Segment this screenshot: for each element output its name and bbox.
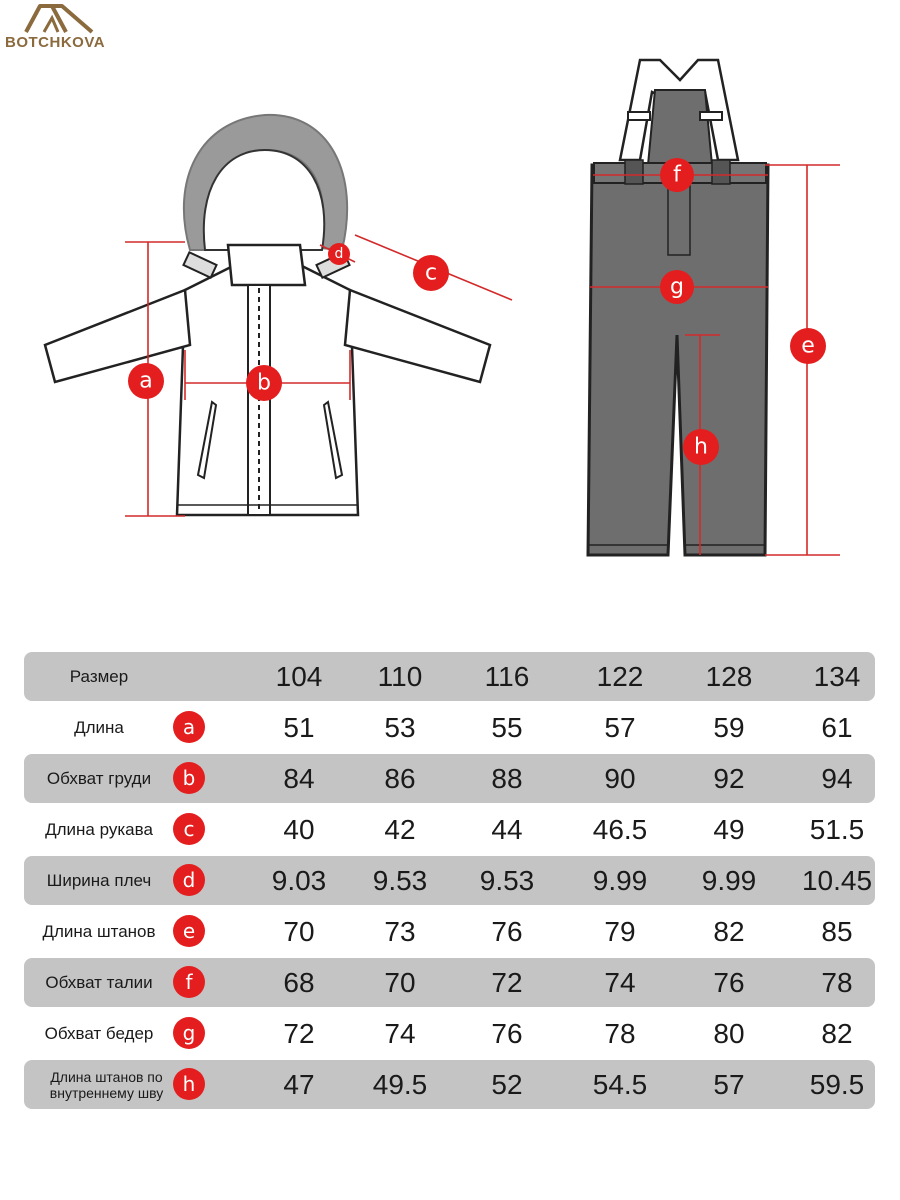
size-cell: 122 (596, 660, 644, 692)
size-table (24, 651, 875, 1110)
table-cell: 55 (491, 711, 523, 743)
table-cell: 74 (384, 1017, 416, 1049)
size-cell: 110 (377, 660, 423, 692)
table-row (24, 702, 875, 753)
table-cell: 90 (604, 762, 636, 794)
table-cell: 80 (713, 1017, 745, 1049)
row-label: Обхват груди (46, 769, 152, 788)
table-cell: 9.03 (271, 864, 327, 896)
marker-f (660, 158, 694, 192)
marker-d (328, 243, 350, 265)
marker-g (660, 270, 694, 304)
table-cell: 76 (491, 915, 523, 947)
table-row (24, 855, 875, 906)
svg-text:d: d (334, 246, 344, 262)
row-label: Длина рукава (45, 820, 153, 839)
table-cell: 9.53 (372, 864, 428, 896)
table-cell: 52 (491, 1068, 523, 1100)
row-label: Обхват бедер (44, 1024, 154, 1043)
marker-a (128, 363, 164, 399)
brand-name: BOTCHKOVA (5, 34, 106, 51)
size-cell: 104 (275, 660, 323, 692)
row-marker: d (173, 864, 205, 896)
table-cell: 74 (604, 966, 636, 998)
table-cell: 57 (604, 711, 636, 743)
svg-text:c: c (424, 260, 438, 286)
row-label: Длина штанов по внутреннему шву (49, 1068, 164, 1101)
table-cell: 82 (821, 1017, 853, 1049)
table-header-row (24, 651, 875, 702)
table-cell: 94 (821, 762, 853, 794)
pants-drawing (588, 60, 768, 555)
table-cell: 78 (821, 966, 853, 998)
table-cell: 9.99 (701, 864, 757, 896)
table-cell: 51.5 (809, 813, 865, 845)
row-marker: a (173, 711, 205, 743)
table-cell: 88 (491, 762, 523, 794)
size-cell: 116 (484, 660, 530, 692)
table-cell: 70 (283, 915, 315, 947)
table-cell: 72 (283, 1017, 315, 1049)
row-label: Длина (74, 718, 124, 737)
svg-text:g: g (670, 274, 684, 300)
table-cell: 92 (713, 762, 745, 794)
row-label: Длина штанов (42, 922, 156, 941)
table-row (24, 1059, 875, 1110)
table-cell: 82 (713, 915, 745, 947)
size-cell: 134 (813, 660, 861, 692)
marker-c (413, 255, 449, 291)
table-row (24, 1008, 875, 1059)
marker-b (246, 365, 282, 401)
table-row (24, 804, 875, 855)
table-cell: 44 (491, 813, 523, 845)
table-cell: 51 (283, 711, 315, 743)
table-cell: 68 (283, 966, 315, 998)
table-cell: 76 (491, 1017, 523, 1049)
row-label: Обхват талии (45, 973, 153, 992)
table-cell: 49.5 (372, 1068, 428, 1100)
svg-text:f: f (673, 162, 681, 188)
table-cell: 59.5 (809, 1068, 865, 1100)
table-cell: 70 (384, 966, 416, 998)
table-cell: 49 (713, 813, 745, 845)
table-body (24, 702, 875, 1110)
table-cell: 57 (713, 1068, 745, 1100)
table-cell: 85 (821, 915, 853, 947)
table-cell: 86 (384, 762, 416, 794)
marker-h (683, 429, 719, 465)
svg-text:b: b (257, 370, 271, 396)
table-cell: 73 (384, 915, 416, 947)
row-marker: b (173, 762, 205, 794)
row-label: Ширина плеч (46, 871, 152, 890)
marker-e (790, 328, 826, 364)
table-row (24, 957, 875, 1008)
table-cell: 42 (384, 813, 416, 845)
table-cell: 79 (604, 915, 636, 947)
table-row (24, 906, 875, 957)
table-cell: 61 (821, 711, 853, 743)
svg-text:e: e (801, 333, 815, 359)
table-row (24, 753, 875, 804)
table-cell: 9.99 (592, 864, 648, 896)
table-cell: 78 (604, 1017, 636, 1049)
size-cell: 128 (705, 660, 753, 692)
table-cell: 53 (384, 711, 416, 743)
size-header-label: Размер (69, 667, 129, 686)
table-cell: 47 (283, 1068, 315, 1100)
row-marker: h (173, 1068, 205, 1100)
table-cell: 59 (713, 711, 745, 743)
svg-text:h: h (694, 434, 708, 460)
row-marker: g (173, 1017, 205, 1049)
svg-text:a: a (139, 368, 153, 394)
table-cell: 46.5 (592, 813, 648, 845)
table-cell: 9.53 (479, 864, 535, 896)
row-marker: f (173, 966, 205, 998)
table-cell: 84 (283, 762, 315, 794)
row-marker: c (173, 813, 205, 845)
table-cell: 10.45 (801, 864, 873, 896)
row-marker: e (173, 915, 205, 947)
table-cell: 54.5 (592, 1068, 648, 1100)
table-cell: 76 (713, 966, 745, 998)
jacket-drawing (45, 115, 490, 515)
table-cell: 40 (283, 813, 315, 845)
table-cell: 72 (491, 966, 523, 998)
